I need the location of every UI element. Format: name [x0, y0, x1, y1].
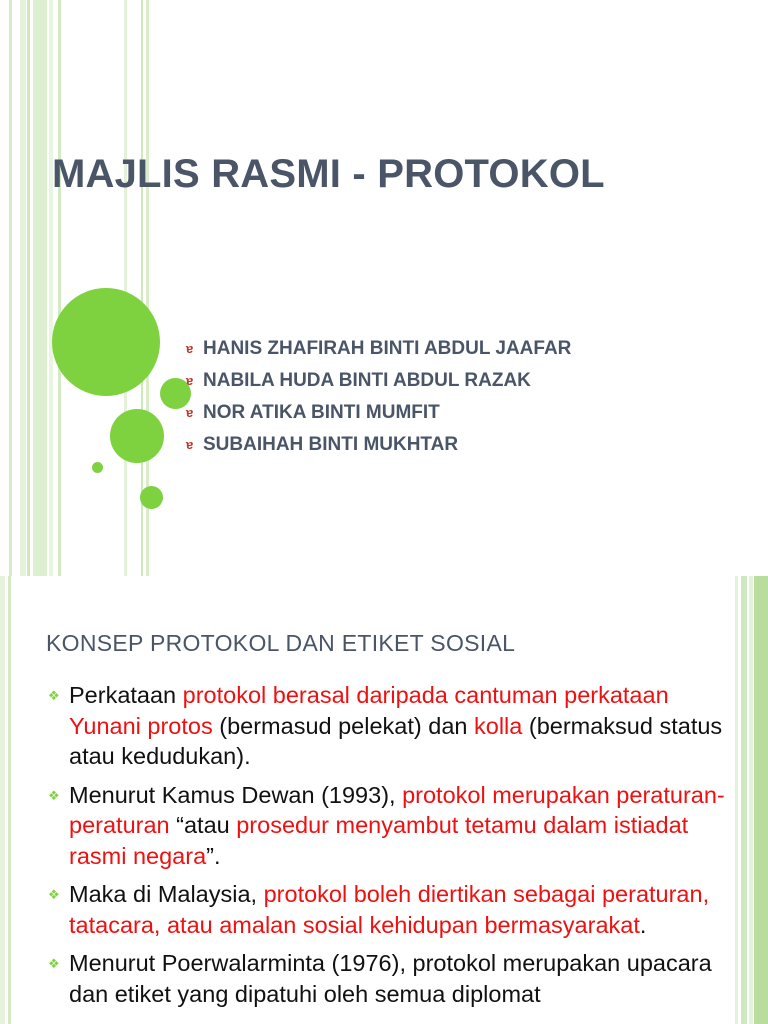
slide-title: MAJLIS RASMI - PROTOKOL — [52, 152, 605, 196]
concept-item — [48, 879, 738, 940]
diamond-bullet-icon: ❖ — [48, 688, 60, 703]
concept-item — [48, 680, 738, 772]
decor-stripe — [0, 576, 5, 1024]
decor-stripe — [58, 0, 61, 576]
diamond-bullet-icon: ❖ — [48, 887, 60, 902]
author-name: NOR ATIKA BINTI MUMFIT — [203, 402, 440, 423]
decor-stripe — [33, 0, 47, 576]
text-segment: Maka di Malaysia, — [69, 881, 264, 907]
section-heading: KONSEP PROTOKOL DAN ETIKET SOSIAL — [46, 630, 516, 656]
author-list — [186, 334, 571, 462]
highlight-text: protokol berasal daripada cantuman perkataan Yunani protos — [69, 682, 669, 739]
author-name: SUBAIHAH BINTI MUKHTAR — [203, 434, 459, 455]
decor-stripe — [754, 576, 768, 1024]
bullet-icon: ɐ — [186, 341, 194, 356]
decor-stripe — [9, 0, 12, 576]
decor-circle-tiny — [92, 462, 103, 473]
decor-stripe — [741, 576, 747, 1024]
bullet-icon: ɐ — [186, 437, 194, 452]
decor-circle-large — [52, 288, 160, 396]
decor-stripe — [20, 0, 26, 576]
author-item — [186, 398, 571, 430]
decor-stripe — [124, 0, 127, 576]
author-item — [186, 430, 571, 462]
author-name: HANIS ZHAFIRAH BINTI ABDUL JAAFAR — [203, 338, 572, 359]
decor-stripe — [49, 0, 53, 576]
text-segment: ”. — [206, 842, 221, 869]
highlight-text: protokol boleh diertikan sebagai peraturan, tatacara, atau amalan sosial kehidupan bermasyarakat — [69, 881, 710, 938]
text-segment: Menurut Poerwalarminta (1976), protokol merupakan upacara dan etiket yang dipatuhi oleh semua diplomat — [69, 950, 712, 1007]
diamond-bullet-icon: ❖ — [48, 787, 60, 803]
text-segment: (bermasud pelekat) dan — [212, 712, 474, 739]
text-segment: “atau — [169, 812, 237, 838]
highlight-text: prosedur menyambut tetamu dalam istiadat rasmi negara — [69, 812, 689, 869]
text-segment: (bermaksud status atau kedudukan). — [69, 712, 723, 769]
author-name: NABILA HUDA BINTI ABDUL RAZAK — [203, 370, 531, 391]
bullet-icon: ɐ — [186, 405, 194, 420]
concept-list — [48, 680, 738, 1017]
decor-stripe — [749, 576, 753, 1024]
decor-circle-medium — [110, 409, 164, 463]
concept-item — [48, 780, 738, 872]
bullet-icon: ɐ — [186, 373, 194, 388]
author-item — [186, 334, 571, 366]
text-segment: Menurut Kamus Dewan (1993), — [69, 781, 403, 808]
decor-stripe — [27, 0, 30, 576]
text-segment: . — [639, 911, 647, 938]
highlight-text: kolla — [474, 712, 523, 739]
author-item — [186, 366, 571, 398]
content-slide — [0, 576, 768, 1024]
diamond-bullet-icon: ❖ — [48, 956, 60, 971]
highlight-text: protokol merupakan peraturan-peraturan — [69, 781, 725, 838]
decor-circle-small — [140, 486, 163, 509]
decor-stripe — [8, 576, 11, 1024]
concept-item — [48, 948, 738, 1009]
text-segment: Perkataan — [69, 682, 183, 708]
